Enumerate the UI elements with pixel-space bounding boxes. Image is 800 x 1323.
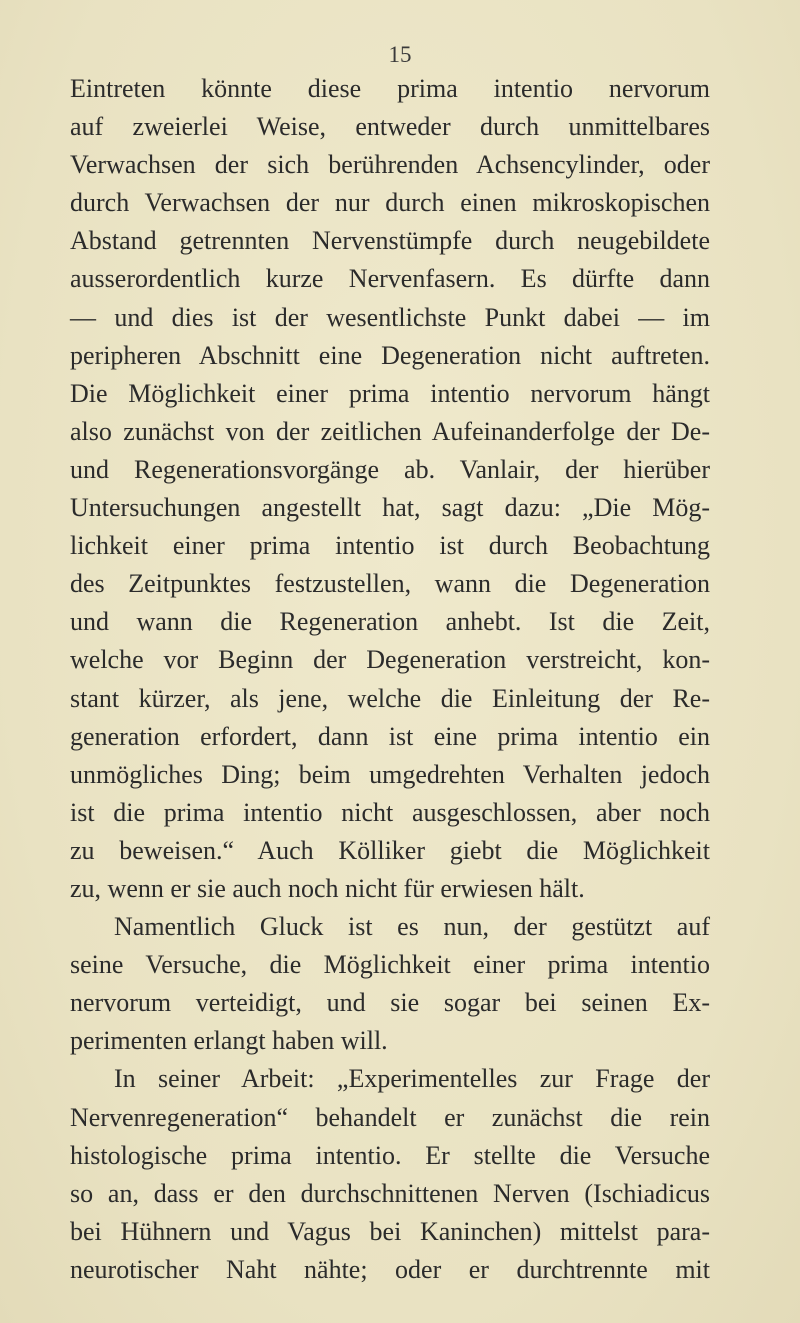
text-line: und Regenerationsvorgänge ab. Vanlair, der hierüber [70, 454, 710, 484]
text-line: also zunächst von der zeitlichen Aufeinanderfolge der De- [70, 416, 710, 446]
text-line: perimenten erlangt haben will. [70, 1026, 388, 1056]
text-line: auf zweierlei Weise, entweder durch unmittelbares [70, 112, 710, 142]
text-line: ist die prima intentio nicht ausgeschlossen, aber noch [70, 797, 710, 827]
text-line: generation erfordert, dann ist eine prima intentio ein [70, 721, 710, 751]
text-line: welche vor Beginn der Degeneration verstreicht, kon- [70, 645, 710, 675]
paragraph-3 [70, 1060, 710, 1289]
text-line: Verwachsen der sich berührenden Achsencylinder, oder [70, 150, 710, 180]
text-line: so an, dass er den durchschnittenen Nerven (Ischiadicus [70, 1178, 710, 1208]
text-line: und wann die Regeneration anhebt. Ist die Zeit, [70, 607, 710, 637]
page-number: 15 [388, 42, 412, 67]
text-line: stant kürzer, als jene, welche die Einleitung der Re- [70, 683, 710, 713]
text-line: seine Versuche, die Möglichkeit einer prima intentio [70, 950, 710, 980]
text-line: Eintreten könnte diese prima intentio nervorum [70, 74, 710, 103]
text-line: Abstand getrennten Nervenstümpfe durch neugebildete [70, 226, 710, 256]
text-line: histologische prima intentio. Er stellte die Versuche [70, 1140, 710, 1170]
text-line: unmögliches Ding; beim umgedrehten Verhalten jedoch [70, 759, 710, 789]
text-line: In seiner Arbeit: „Experimentelles zur Frage der [114, 1064, 710, 1094]
text-line: peripheren Abschnitt eine Degeneration nicht auftreten. [70, 340, 710, 370]
text-line: Die Möglichkeit einer prima intentio nervorum hängt [70, 378, 710, 408]
text-line: zu beweisen.“ Auch Kölliker giebt die Möglichkeit [70, 835, 710, 865]
text-line: Untersuchungen angestellt hat, sagt dazu: „Die Mög- [70, 493, 710, 523]
text-line: durch Verwachsen der nur durch einen mikroskopischen [70, 188, 710, 218]
text-line: ausserordentlich kurze Nervenfasern. Es dürfte dann [70, 264, 710, 294]
paragraph-1 [70, 70, 710, 908]
body-text [70, 70, 710, 1289]
paragraph-2 [70, 908, 710, 1060]
text-line: bei Hühnern und Vagus bei Kaninchen) mittelst para- [70, 1216, 710, 1246]
text-line: zu, wenn er sie auch noch nicht für erwiesen hält. [70, 873, 585, 903]
text-line: des Zeitpunktes festzustellen, wann die Degeneration [70, 569, 710, 599]
text-line: — und dies ist der wesentlichste Punkt dabei — im [70, 302, 710, 332]
text-line: nervorum verteidigt, und sie sogar bei seinen Ex- [70, 988, 710, 1018]
text-line: lichkeit einer prima intentio ist durch Beobachtung [70, 531, 710, 561]
text-line: Namentlich Gluck ist es nun, der gestützt auf [114, 912, 710, 942]
text-line: Nervenregeneration“ behandelt er zunächst die rein [70, 1102, 710, 1132]
text-line: neurotischer Naht nähte; oder er durchtrennte mit [70, 1254, 710, 1284]
